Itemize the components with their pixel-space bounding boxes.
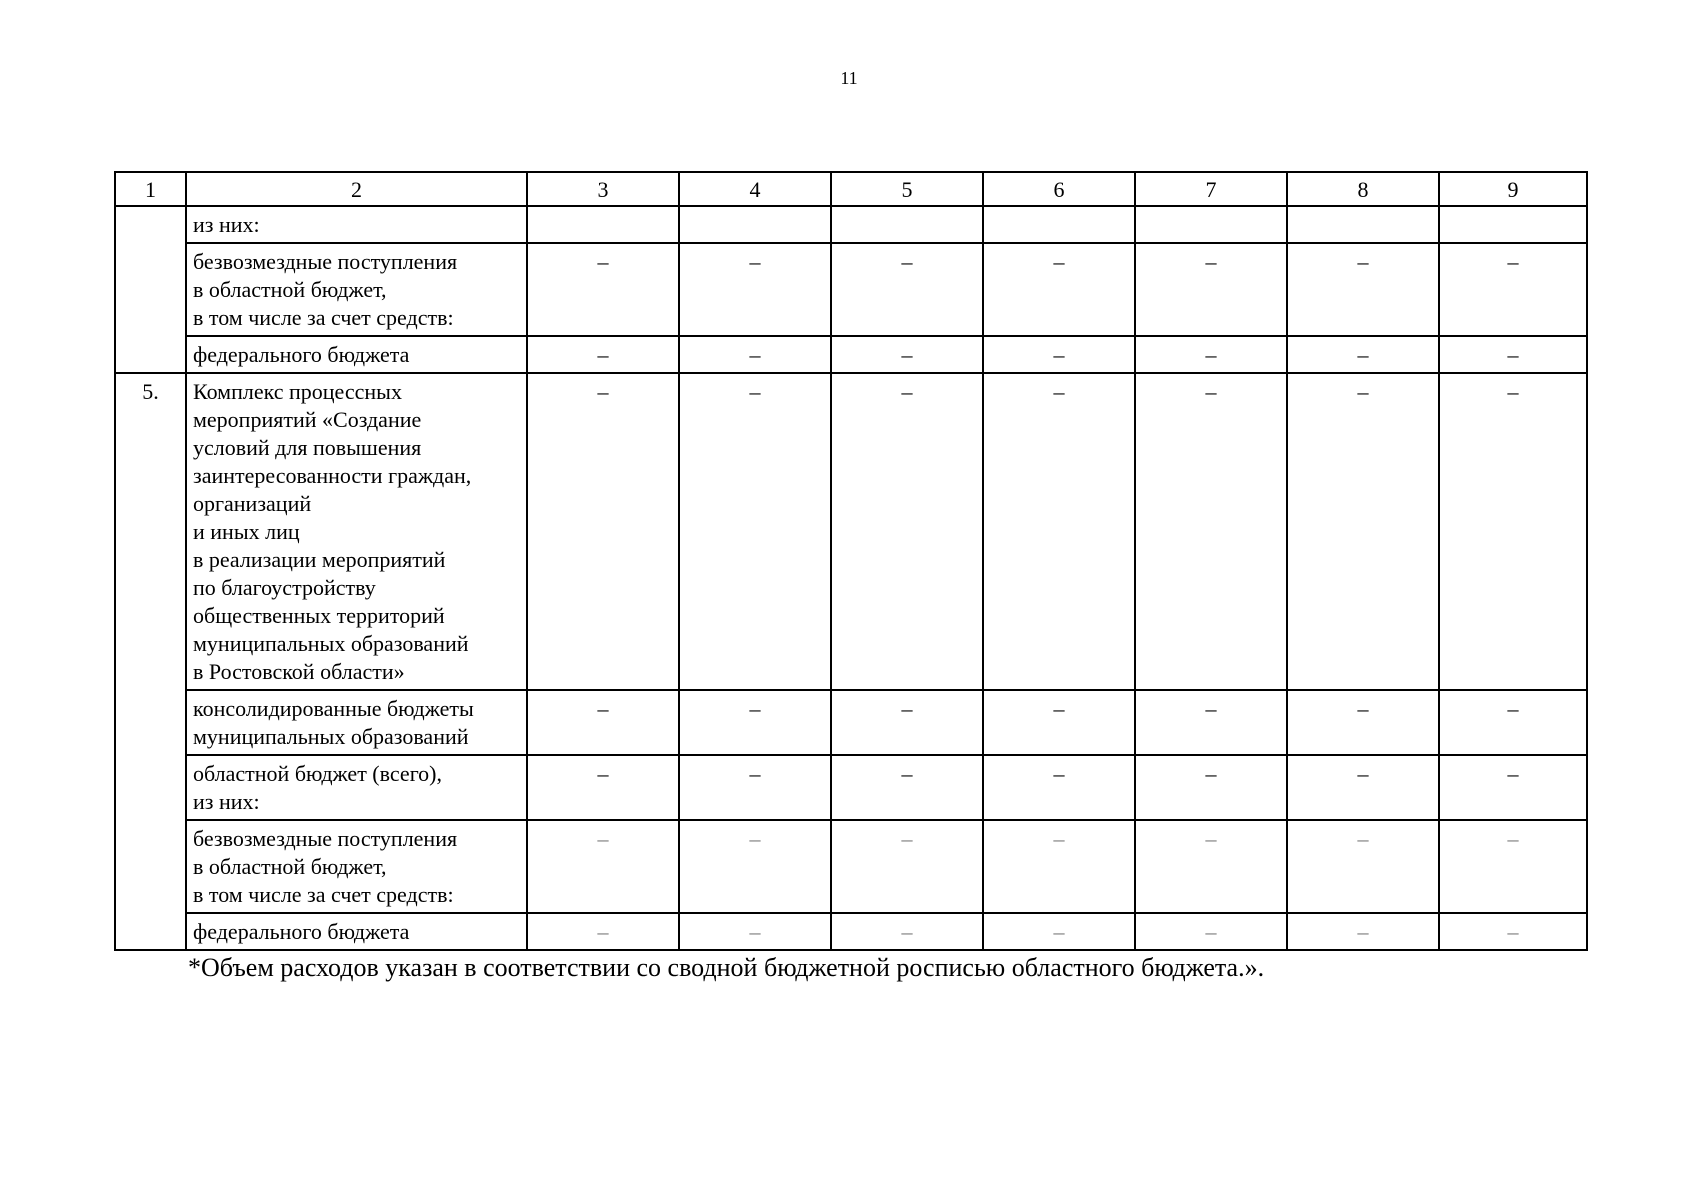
value-cell: – bbox=[679, 243, 831, 336]
value-cell: – bbox=[527, 690, 679, 755]
value-cell: – bbox=[831, 820, 983, 913]
column-header: 3 bbox=[527, 172, 679, 206]
value-cell bbox=[831, 206, 983, 243]
value-cell: – bbox=[983, 336, 1135, 373]
value-cell: – bbox=[679, 373, 831, 690]
value-cell: – bbox=[1439, 336, 1587, 373]
row-label: областной бюджет (всего), из них: bbox=[186, 755, 527, 820]
table-row bbox=[115, 820, 1587, 913]
value-cell bbox=[679, 206, 831, 243]
column-header: 4 bbox=[679, 172, 831, 206]
value-cell: – bbox=[1439, 820, 1587, 913]
row-label: из них: bbox=[186, 206, 527, 243]
row-number-cell bbox=[115, 206, 186, 373]
value-cell: – bbox=[1439, 690, 1587, 755]
value-cell: – bbox=[679, 336, 831, 373]
value-cell: – bbox=[679, 913, 831, 950]
column-header: 8 bbox=[1287, 172, 1439, 206]
row-label: безвозмездные поступления в областной бюджет, в том числе за счет средств: bbox=[186, 820, 527, 913]
table-row bbox=[115, 336, 1587, 373]
value-cell: – bbox=[831, 243, 983, 336]
row-number-cell: 5. bbox=[115, 373, 186, 950]
value-cell bbox=[1135, 206, 1287, 243]
value-cell: – bbox=[983, 913, 1135, 950]
value-cell: – bbox=[983, 373, 1135, 690]
column-header: 1 bbox=[115, 172, 186, 206]
value-cell: – bbox=[1135, 913, 1287, 950]
column-header: 9 bbox=[1439, 172, 1587, 206]
row-label: федерального бюджета bbox=[186, 913, 527, 950]
value-cell: – bbox=[831, 690, 983, 755]
value-cell: – bbox=[1287, 755, 1439, 820]
value-cell: – bbox=[983, 690, 1135, 755]
value-cell: – bbox=[679, 755, 831, 820]
row-label: Комплекс процессных мероприятий «Создание условий для повышения заинтересованности граждан, организаций и иных лиц в реализации мероприятий по благоустройству общественных территорий муниципальных образований в Ростовской области» bbox=[186, 373, 527, 690]
value-cell: – bbox=[831, 373, 983, 690]
budget-table bbox=[114, 171, 1588, 951]
value-cell: – bbox=[527, 336, 679, 373]
column-header: 6 bbox=[983, 172, 1135, 206]
value-cell: – bbox=[1135, 373, 1287, 690]
table-row bbox=[115, 373, 1587, 690]
value-cell: – bbox=[1439, 373, 1587, 690]
value-cell bbox=[983, 206, 1135, 243]
footnote: *Объем расходов указан в соответствии со сводной бюджетной росписью областного бюджета.». bbox=[188, 953, 1265, 982]
value-cell bbox=[1287, 206, 1439, 243]
row-label: безвозмездные поступления в областной бюджет, в том числе за счет средств: bbox=[186, 243, 527, 336]
value-cell: – bbox=[1287, 913, 1439, 950]
value-cell: – bbox=[1439, 755, 1587, 820]
table-row bbox=[115, 690, 1587, 755]
column-header: 2 bbox=[186, 172, 527, 206]
value-cell: – bbox=[831, 336, 983, 373]
value-cell bbox=[1439, 206, 1587, 243]
value-cell: – bbox=[1135, 336, 1287, 373]
value-cell: – bbox=[983, 755, 1135, 820]
table-row bbox=[115, 206, 1587, 243]
page-number: 11 bbox=[840, 68, 858, 88]
value-cell: – bbox=[679, 690, 831, 755]
value-cell: – bbox=[831, 913, 983, 950]
value-cell: – bbox=[527, 373, 679, 690]
value-cell: – bbox=[1439, 243, 1587, 336]
value-cell: – bbox=[527, 243, 679, 336]
column-header: 5 bbox=[831, 172, 983, 206]
value-cell bbox=[527, 206, 679, 243]
row-label: федерального бюджета bbox=[186, 336, 527, 373]
value-cell: – bbox=[1135, 755, 1287, 820]
table-row bbox=[115, 913, 1587, 950]
value-cell: – bbox=[1287, 336, 1439, 373]
row-label: консолидированные бюджеты муниципальных образований bbox=[186, 690, 527, 755]
value-cell: – bbox=[527, 913, 679, 950]
value-cell: – bbox=[527, 755, 679, 820]
value-cell: – bbox=[1135, 820, 1287, 913]
table-header-row bbox=[115, 172, 1587, 206]
value-cell: – bbox=[1287, 243, 1439, 336]
value-cell: – bbox=[527, 820, 679, 913]
value-cell: – bbox=[1287, 373, 1439, 690]
value-cell: – bbox=[679, 820, 831, 913]
value-cell: – bbox=[983, 820, 1135, 913]
value-cell: – bbox=[1287, 690, 1439, 755]
value-cell: – bbox=[1135, 243, 1287, 336]
value-cell: – bbox=[1135, 690, 1287, 755]
value-cell: – bbox=[1439, 913, 1587, 950]
value-cell: – bbox=[831, 755, 983, 820]
value-cell: – bbox=[1287, 820, 1439, 913]
table-row bbox=[115, 755, 1587, 820]
table-row bbox=[115, 243, 1587, 336]
value-cell: – bbox=[983, 243, 1135, 336]
column-header: 7 bbox=[1135, 172, 1287, 206]
